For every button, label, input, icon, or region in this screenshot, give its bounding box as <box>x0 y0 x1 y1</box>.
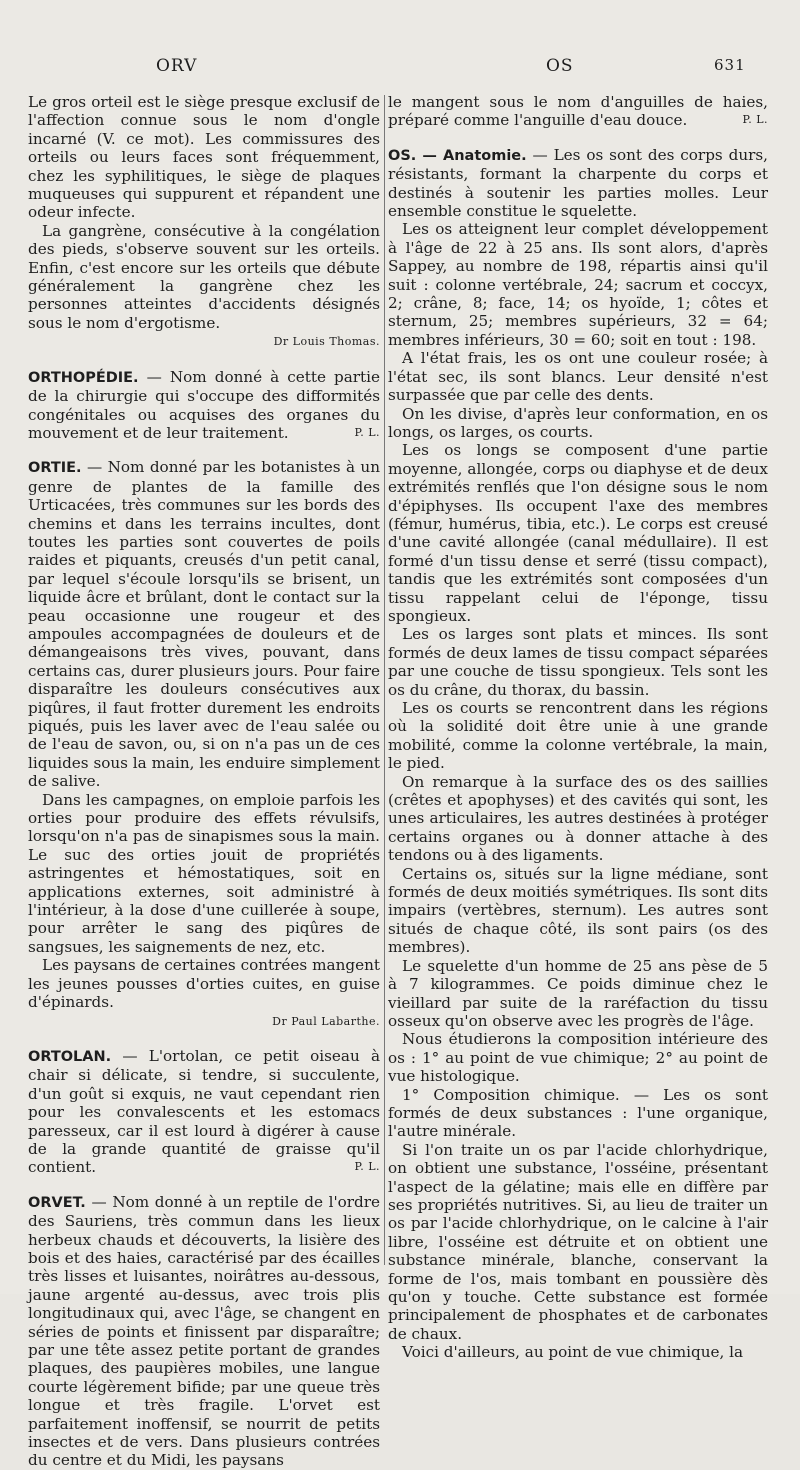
entry-heading: ORTIE. <box>28 460 82 477</box>
paragraph: 1° Composition chimique. — Les os sont formés de deux substances : l'une organique, l'autre minérale. <box>388 1085 768 1141</box>
entry-ortie <box>28 458 380 1031</box>
paragraph: Les os larges sont plats et minces. Ils sont formés de deux lames de tissu compact séparées par une couche de tissu spongieux. Tels sont les os du crâne, du thorax, du bassin. <box>388 625 768 699</box>
entry-orthopedie <box>28 368 380 443</box>
entry-heading: ORTOLAN. <box>28 1048 112 1065</box>
entry-text: — Nom donné par les botanistes à un genre de plantes de la famille des Urticacées, très communes sur les bords des chemins et dans les terrains incultes, dont toutes les parties sont couvertes de poils raides et piquants, creusés d'un petit canal, par lequel s'écoule lorsqu'ils se brisent, un liquide âcre et brûlant, dont le contact sur la peau occasionne une rougeur et des ampoules accompagnées de douleurs et de démangeaisons très vives, pouvant, dans certains cas, durer plusieurs jours. Pour faire disparaître les douleurs consécutives aux piqûres, il faut frotter durement les endroits piqués, puis les laver avec de l'eau salée ou de l'eau de savon, ou, si on n'a pas un de ces liquides sous la main, les enduire simplement de salive. <box>28 458 380 791</box>
entry-text: — Les os sont des corps durs, résistants, formant la charpente du corps et destinés à soutenir les parties molles. Leur ensemble constitue le squelette. <box>388 145 768 221</box>
paragraph: Les os longs se composent d'une partie moyenne, allongée, corps ou diaphyse et de deux extrémités renflés que l'on désigne sous le nom d'épiphyses. Ils occupent l'axe des membres (fémur, humérus, tibia, etc.). Le corps est creusé d'une cavité allongée (canal médullaire). Il est formé d'un tissu dense et serré (tissu compact), tandis que les extrémités sont composées d'un tissu rappelant celui de l'éponge, tissu spongieux. <box>388 441 768 625</box>
paragraph <box>388 93 768 130</box>
paragraph: Le gros orteil est le siège presque exclusif de l'affection connue sous le nom d'ongle incarné (V. ce mot). Les commissures des orteils ou leurs faces sont fréquemment, chez les syphilitiques, le siège de plaques muqueuses qui suppurent et répandent une odeur infecte. <box>28 93 380 222</box>
entry-os <box>388 146 768 1362</box>
paragraph: Les paysans de certaines contrées mangent les jeunes pousses d'orties cuites, en guise d'épinards. <box>28 956 380 1012</box>
signature: P. L. <box>354 425 380 439</box>
entry-text: — L'ortolan, ce petit oiseau à chair si délicate, si tendre, si succulente, d'un goût si exquis, ne vaut cependant rien pour les convalescents et les estomacs paresseux, car il est lourd à digérer à cause de la grande quantité de graisse qu'il contient. <box>28 1046 380 1177</box>
page-number: 631 <box>714 56 746 74</box>
entry-heading: ORTHOPÉDIE. <box>28 369 139 386</box>
running-header-right: OS <box>546 56 574 76</box>
entry-text: le mangent sous le nom d'anguilles de haies, préparé comme l'anguille d'eau douce. <box>388 93 768 130</box>
paragraph <box>28 1047 380 1177</box>
paragraph <box>28 368 380 443</box>
entry-heading: OS. — Anatomie. <box>388 147 527 164</box>
paragraph: Les os courts se rencontrent dans les régions où la solidité doit être unie à une grande mobilité, comme la colonne vertébrale, la main, le pied. <box>388 699 768 773</box>
running-header-left: ORV <box>156 56 198 76</box>
column-divider <box>384 95 385 1265</box>
entry-ortolan <box>28 1047 380 1177</box>
entry-orteil-continued <box>28 93 380 352</box>
paragraph: On remarque à la surface des os des saillies (crêtes et apophyses) et des cavités qui sont, les unes articulaires, les autres destinées à protéger certains organes ou à donner attache à des tendons ou à des ligaments. <box>388 772 768 865</box>
entry-orvet <box>28 1193 380 1470</box>
paragraph: Le squelette d'un homme de 25 ans pèse de 5 à 7 kilogrammes. Ce poids diminue chez le vieillard par suite de la raréfaction du tissu osseux qu'on observe avec les progrès de l'âge. <box>388 956 768 1030</box>
paragraph <box>28 458 380 790</box>
entry-orvet-continued <box>388 93 768 130</box>
paragraph <box>28 1193 380 1470</box>
paragraph: Certains os, situés sur la ligne médiane, sont formés de deux moitiés symétriques. Ils sont dits impairs (vertèbres, sternum). Les autres sont situés de chaque côté, ils sont pairs (os des membres). <box>388 864 768 957</box>
paragraph: A l'état frais, les os ont une couleur rosée; à l'état sec, ils sont blancs. Leur densité n'est surpassée que par celle des dents. <box>388 349 768 405</box>
paragraph: Si l'on traite un os par l'acide chlorhydrique, on obtient une substance, l'osséine, présentant l'aspect de la gélatine; mais elle en diffère par ses propriétés nutritives. Si, au lieu de traiter un os par l'acide chlorhydrique, on le calcine à l'air libre, l'osséine est détruite et on obtient une substance minérale, blanche, conservant la forme de l'os, mais tombant en poussière dès qu'on y touche. Cette substance est formée principalement de phosphates et de carbonates de chaux. <box>388 1140 768 1343</box>
signature: Dr Paul Labarthe. <box>272 1014 380 1028</box>
signature: P. L. <box>742 113 768 127</box>
left-column <box>28 93 380 1470</box>
right-column <box>388 93 768 1362</box>
paragraph: On les divise, d'après leur conformation, en os longs, os larges, os courts. <box>388 404 768 441</box>
paragraph <box>388 146 768 221</box>
signature: Dr Louis Thomas. <box>273 335 380 349</box>
paragraph: Les os atteignent leur complet développement à l'âge de 22 à 25 ans. Ils sont alors, d'après Sappey, au nombre de 198, répartis ainsi qu'il suit : colonne vertébrale, 24; sacrum et coccyx, 2; crâne, 8; face, 14; os hyoïde, 1; côtes et sternum, 25; membres supérieurs, 32 = 64; membres inférieurs, 30 = 60; soit en tout : 198. <box>388 220 768 349</box>
paragraph: Nous étudierons la composition intérieure des os : 1° au point de vue chimique; 2° au point de vue histologique. <box>388 1030 768 1086</box>
entry-text: — Nom donné à cette partie de la chirurgie qui s'occupe des difformités congénitales ou acquises des organes du mouvement et de leur traitement. <box>28 367 380 442</box>
paragraph: Voici d'ailleurs, au point de vue chimique, la <box>402 1343 744 1362</box>
signature: P. L. <box>354 1160 380 1174</box>
paragraph: La gangrène, consécutive à la congélation des pieds, s'observe souvent sur les orteils. Enfin, c'est encore sur les orteils que débute généralement la gangrène chez les personnes atteintes d'accidents désignés sous le nom d'ergotisme. <box>28 221 380 332</box>
entry-text: — Nom donné à un reptile de l'ordre des Sauriens, très commun dans les lieux herbeux chauds et découverts, la lisière des bois et des haies, caractérisé par des écailles très lisses et luisantes, noirâtres au-dessous, jaune argenté au-dessus, avec trois plis longitudinaux qui, avec l'âge, se changent en séries de points et finissent par disparaître; par une tête assez petite portant de grandes plaques, des paupières mobiles, une langue courte légèrement bifide; par une queue très longue et très fragile. L'orvet est parfaitement inoffensif, se nourrit de petits insectes et de vers. Dans plusieurs contrées du centre et du Midi, les paysans <box>28 1192 380 1470</box>
paragraph: Dans les campagnes, on emploie parfois les orties pour produire des effets révulsifs, lorsqu'on n'a pas de sinapismes sous la main. Le suc des orties jouit de propriétés astringentes et hémostatiques, soit en applications externes, soit administré à l'intérieur, à la dose d'une cuillerée à soupe, pour arrêter le sang des piqûres de sangsues, les saignements de nez, etc. <box>28 790 380 956</box>
entry-heading: ORVET. <box>28 1194 86 1211</box>
